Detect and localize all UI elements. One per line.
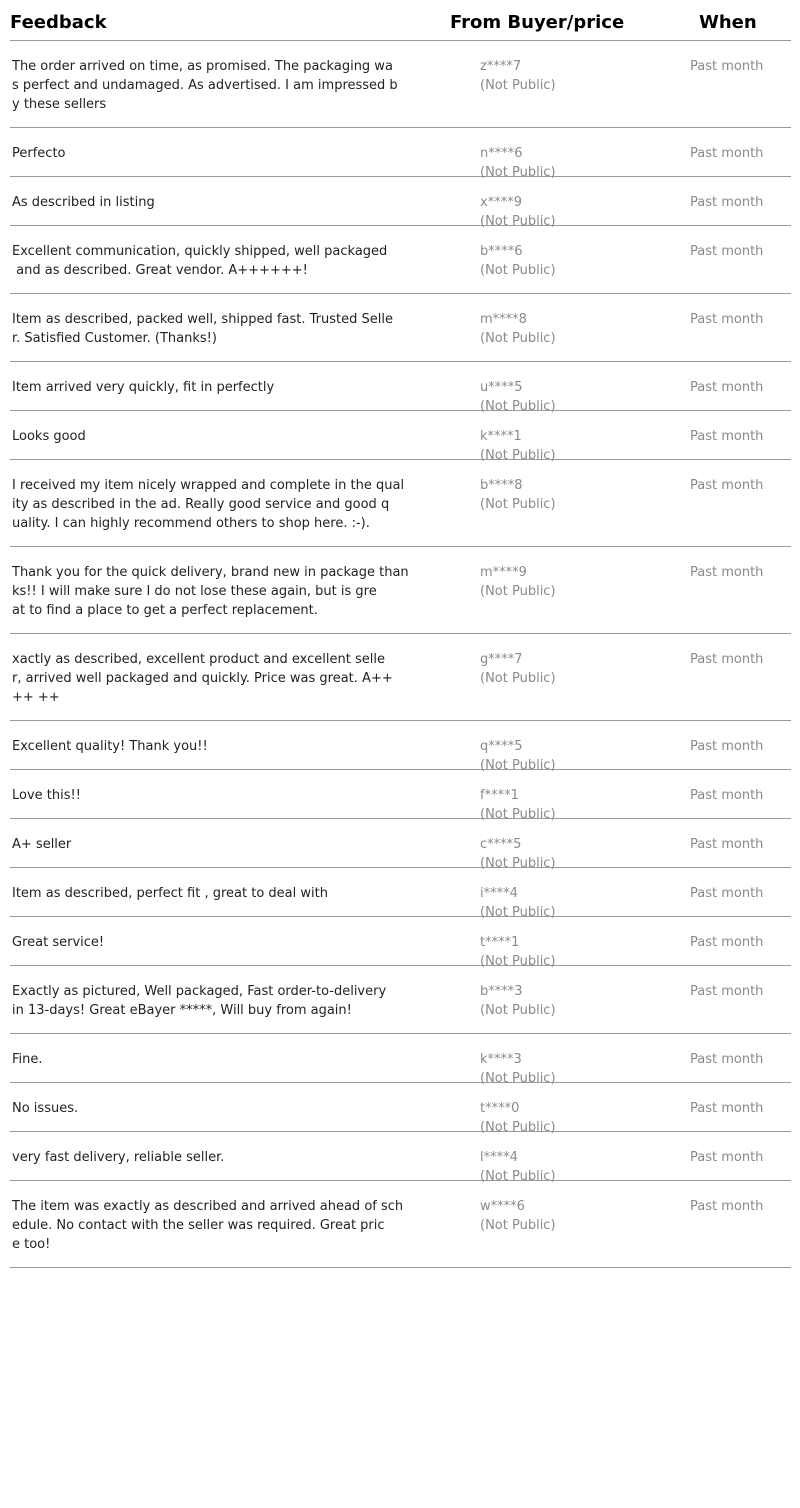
buyer-price: (Not Public)	[480, 856, 556, 871]
feedback-comment: The order arrived on time, as promised. The packaging wa s perfect and undamaged. As advertised. I am impressed b y these sellers	[12, 59, 398, 112]
buyer-price: (Not Public)	[480, 758, 556, 773]
buyer-price: (Not Public)	[480, 807, 556, 822]
feedback-comment: Fine.	[12, 1052, 43, 1067]
feedback-comment: Perfecto	[12, 146, 66, 161]
feedback-when: Past month	[690, 1052, 764, 1067]
feedback-comment: A+ seller	[12, 837, 72, 852]
buyer-price: (Not Public)	[480, 497, 556, 512]
feedback-when: Past month	[690, 146, 764, 161]
table-row	[10, 1132, 791, 1184]
feedback-when: Past month	[690, 935, 764, 950]
buyer-info	[480, 563, 556, 601]
buyer-info	[480, 476, 556, 514]
buyer-info	[480, 242, 556, 280]
table-header	[10, 0, 791, 41]
table-row	[10, 294, 791, 362]
buyer-price: (Not Public)	[480, 671, 556, 686]
buyer-id: k****3	[480, 1052, 522, 1067]
buyer-id: t****1	[480, 935, 520, 950]
table-row	[10, 41, 791, 128]
feedback-when: Past month	[690, 429, 764, 444]
buyer-price: (Not Public)	[480, 954, 556, 969]
when-column-header: When	[699, 12, 757, 33]
feedback-comment: Item as described, perfect fit , great to deal with	[12, 886, 328, 901]
buyer-id: x****9	[480, 195, 522, 210]
buyer-id: u****5	[480, 380, 523, 395]
buyer-price: (Not Public)	[480, 1169, 556, 1184]
from-buyer-price-column-header: From Buyer/price	[450, 12, 625, 33]
feedback-when: Past month	[690, 984, 764, 999]
feedback-when: Past month	[690, 380, 764, 395]
table-row	[10, 411, 791, 463]
feedback-comment: No issues.	[12, 1101, 79, 1116]
buyer-price: (Not Public)	[480, 584, 556, 599]
feedback-comment: I received my item nicely wrapped and complete in the qual ity as described in the ad. Really good service and good q uality. I can highly recommend others to shop here. :-).	[12, 478, 405, 531]
buyer-price: (Not Public)	[480, 905, 556, 920]
table-row	[10, 177, 791, 229]
buyer-info	[480, 57, 556, 95]
feedback-when: Past month	[690, 652, 764, 667]
feedback-comment: very fast delivery, reliable seller.	[12, 1150, 225, 1165]
buyer-price: (Not Public)	[480, 263, 556, 278]
feedback-when: Past month	[690, 739, 764, 754]
table-row	[10, 868, 791, 920]
feedback-when: Past month	[690, 244, 764, 259]
buyer-id: b****8	[480, 478, 523, 493]
buyer-id: q****5	[480, 739, 523, 754]
table-row	[10, 226, 791, 294]
buyer-id: k****1	[480, 429, 522, 444]
buyer-id: g****7	[480, 652, 523, 667]
buyer-id: z****7	[480, 59, 522, 74]
table-row	[10, 917, 791, 969]
feedback-when: Past month	[690, 478, 764, 493]
buyer-id: n****6	[480, 146, 523, 161]
buyer-id: c****5	[480, 837, 522, 852]
feedback-comment: Great service!	[12, 935, 105, 950]
feedback-table	[10, 0, 791, 1268]
buyer-info	[480, 650, 556, 688]
buyer-id: b****3	[480, 984, 523, 999]
feedback-when: Past month	[690, 886, 764, 901]
buyer-info	[480, 1197, 556, 1235]
feedback-comment: As described in listing	[12, 195, 155, 210]
table-row	[10, 128, 791, 180]
feedback-when: Past month	[690, 59, 764, 74]
buyer-price: (Not Public)	[480, 1071, 556, 1086]
table-row	[10, 1034, 791, 1086]
buyer-id: i****4	[480, 886, 518, 901]
feedback-comment: Item as described, packed well, shipped fast. Trusted Selle r. Satisfied Customer. (Thanks!)	[12, 312, 393, 346]
feedback-comment: Love this!!	[12, 788, 81, 803]
buyer-price: (Not Public)	[480, 165, 556, 180]
feedback-comment: Thank you for the quick delivery, brand new in package than ks!! I will make sure I do not lose these again, but is gre at to find a place to get a perfect replacement.	[12, 565, 409, 618]
feedback-when: Past month	[690, 312, 764, 327]
table-row	[10, 362, 791, 414]
feedback-when: Past month	[690, 1150, 764, 1165]
feedback-comment: Exactly as pictured, Well packaged, Fast order-to-delivery in 13-days! Great eBayer *****, Will buy from again!	[12, 984, 387, 1018]
table-row	[10, 1181, 791, 1268]
buyer-id: l****4	[480, 1150, 518, 1165]
buyer-id: w****6	[480, 1199, 525, 1214]
feedback-comment: Excellent communication, quickly shipped, well packaged and as described. Great vendor. A++++++!	[12, 244, 388, 278]
buyer-price: (Not Public)	[480, 1003, 556, 1018]
buyer-id: m****8	[480, 312, 527, 327]
buyer-id: b****6	[480, 244, 523, 259]
buyer-price: (Not Public)	[480, 1120, 556, 1135]
buyer-price: (Not Public)	[480, 1218, 556, 1233]
table-row	[10, 721, 791, 773]
buyer-info	[480, 982, 556, 1020]
buyer-price: (Not Public)	[480, 331, 556, 346]
feedback-comment: The item was exactly as described and arrived ahead of sch edule. No contact with the seller was required. Great pric e too!	[12, 1199, 404, 1252]
buyer-price: (Not Public)	[480, 78, 556, 93]
feedback-comment: Looks good	[12, 429, 86, 444]
feedback-when: Past month	[690, 195, 764, 210]
buyer-price: (Not Public)	[480, 214, 556, 229]
feedback-comment: xactly as described, excellent product and excellent selle r, arrived well packaged and quickly. Price was great. A++ ++ ++	[12, 652, 393, 705]
buyer-id: m****9	[480, 565, 527, 580]
table-row	[10, 547, 791, 634]
feedback-when: Past month	[690, 565, 764, 580]
buyer-price: (Not Public)	[480, 399, 556, 414]
buyer-info	[480, 310, 556, 348]
feedback-when: Past month	[690, 1199, 764, 1214]
buyer-id: t****0	[480, 1101, 520, 1116]
table-row	[10, 966, 791, 1034]
table-row	[10, 770, 791, 822]
feedback-when: Past month	[690, 837, 764, 852]
feedback-when: Past month	[690, 788, 764, 803]
feedback-column-header: Feedback	[10, 12, 107, 33]
buyer-price: (Not Public)	[480, 448, 556, 463]
feedback-when: Past month	[690, 1101, 764, 1116]
table-row	[10, 460, 791, 547]
feedback-comment: Excellent quality! Thank you!!	[12, 739, 208, 754]
table-row	[10, 634, 791, 721]
feedback-comment: Item arrived very quickly, fit in perfectly	[12, 380, 275, 395]
buyer-id: f****1	[480, 788, 519, 803]
table-row	[10, 1083, 791, 1135]
table-row	[10, 819, 791, 871]
